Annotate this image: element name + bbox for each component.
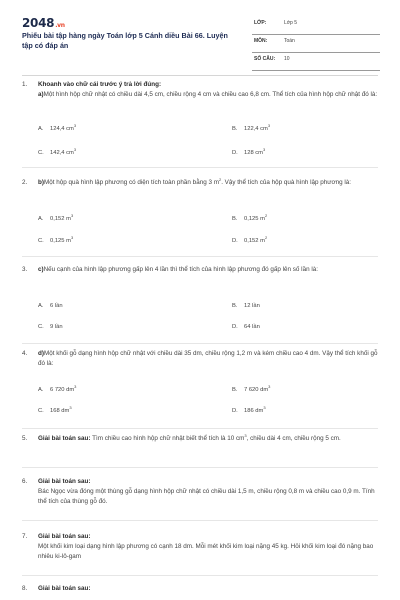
options-row: [38, 406, 378, 416]
question-number: 6.: [22, 478, 28, 485]
question-sub: c): [38, 266, 44, 273]
question-separator: [22, 520, 378, 521]
logo-main: 2048: [22, 16, 55, 30]
meta-value: 10: [284, 56, 290, 62]
logo-suffix: .vn: [55, 22, 65, 29]
question-number: 8.: [22, 585, 28, 592]
question-7: [22, 532, 378, 566]
meta-value: Lớp 5: [284, 20, 298, 26]
question-5: [22, 434, 378, 458]
question-body: [38, 532, 378, 562]
option-c[interactable]: C. 9 lần: [38, 324, 63, 330]
meta-label: LỚP:: [254, 20, 267, 26]
meta-table: [252, 17, 380, 71]
question-body: [38, 477, 378, 507]
options-row: [38, 385, 378, 395]
option-d[interactable]: D. 128 $cm^3$: [232, 147, 266, 156]
meta-value: Toán: [284, 38, 295, 44]
option-b[interactable]: B. 7 620 $dm^3$: [232, 384, 271, 393]
question-number: 7.: [22, 533, 28, 540]
option-a[interactable]: A. 0,152 $m^3$: [38, 213, 74, 222]
meta-label: SỐ CÂU:: [254, 56, 276, 62]
question-body: Giải bài toán sau: Tìm chiều cao hình hộp chữ nhật biết thể tích là 10 $cm^3$, chiều dài 4 cm, chiều rộng 5 cm.: [38, 433, 341, 442]
question-sub: b): [38, 179, 44, 186]
question-number: 3.: [22, 266, 28, 273]
question-text: Một hình hộp chữ nhật có chiều dài 4,5 cm, chiều rộng 4 cm và chiều cao 6,8 cm. Thể tích của hình hộp chữ nhật đó là:: [43, 91, 378, 98]
option-b[interactable]: B. 122,4 $cm^3$: [232, 123, 271, 132]
question-body: [38, 80, 378, 100]
question-separator: [22, 575, 378, 576]
question-6: [22, 477, 378, 511]
question-separator: [22, 343, 378, 344]
option-d[interactable]: D. 186 $dm^3$: [232, 405, 266, 414]
question-3: [22, 265, 378, 337]
question-body: [38, 584, 378, 594]
question-separator: [22, 467, 378, 468]
option-b[interactable]: B. 0,125 $m^2$: [232, 213, 268, 222]
question-lead: Giải bài toán sau:: [38, 533, 91, 540]
option-d[interactable]: D. 0,152 $m^2$: [232, 235, 268, 244]
question-text: Tìm chiều cao hình hộp chữ nhật biết thể tích là 10 cm: [92, 435, 245, 442]
question-number: 1.: [22, 81, 28, 88]
question-text: Nếu cạnh của hình lập phương gấp lên 4 lần thì thể tích của hình lập phương đó gấp lên số lần là:: [43, 266, 318, 273]
meta-row-count: [252, 53, 380, 71]
option-c[interactable]: C. 142,4 $cm^3$: [38, 147, 77, 156]
meta-row-grade: [252, 17, 380, 35]
question-number: 4.: [22, 350, 28, 357]
question-4: [22, 349, 378, 423]
question-lead: Khoanh vào chữ cái trước ý trả lời đúng:: [38, 81, 162, 88]
question-separator: [22, 428, 378, 429]
options-row: [38, 214, 378, 224]
option-c[interactable]: C. 0,125 $m^3$: [38, 235, 74, 244]
question-text: Một khối gỗ dạng hình hộp chữ nhật với chiều dài 35 dm, chiều rộng 1,2 m và kém chiều cao 4 dm. Vậy thể tích khối gỗ đó là:: [38, 350, 378, 367]
question-body: [38, 265, 378, 275]
question-8: [22, 584, 378, 598]
option-a[interactable]: A. 6 lần: [38, 303, 63, 309]
options-row: [38, 124, 378, 134]
question-separator: [22, 167, 378, 168]
options-row: [38, 236, 378, 246]
options-row: [38, 322, 378, 332]
option-a[interactable]: A. 6 720 $dm^3$: [38, 384, 77, 393]
question-lead: Giải bài toán sau:: [38, 478, 91, 485]
question-number: 5.: [22, 435, 28, 442]
worksheet-header: [0, 0, 400, 72]
question-number: 2.: [22, 179, 28, 186]
question-text: Một khối kim loại dạng hình lập phương có cạnh 18 dm. Mỗi mét khối kim loại nặng 45 kg. Hỏi khối kim loại đó nặng bao nhiêu ki-lô-gam: [38, 543, 374, 560]
question-1: [22, 80, 378, 160]
question-text: Bác Ngọc vừa đóng một thùng gỗ dạng hình hộp chữ nhật có chiều dài 1,5 m, chiều rộng 0,8 m và chiều cao 0,9 m. Tính thể tích của thùng gỗ đó.: [38, 488, 375, 505]
header-divider: [22, 75, 378, 76]
question-lead: Giải bài toán sau:: [38, 585, 91, 592]
option-a[interactable]: A. 124,4 $cm^3$: [38, 123, 77, 132]
options-row: [38, 301, 378, 311]
worksheet-title: Phiếu bài tập hàng ngày Toán lớp 5 Cánh diều Bài 66. Luyện tập có đáp án: [22, 31, 228, 50]
option-c[interactable]: C. 168 $dm^3$: [38, 405, 72, 414]
question-body: b)Một hộp quà hình lập phương có diện tích toàn phần bằng 3 $m^2$. Vậy thể tích của hộp quà hình lập phương là:: [38, 177, 352, 186]
question-sub: a): [38, 91, 44, 98]
question-sub: d): [38, 350, 44, 357]
question-lead: Giải bài toán sau:: [38, 435, 91, 442]
site-logo[interactable]: [22, 16, 65, 30]
option-d[interactable]: D. 64 lần: [232, 324, 260, 330]
question-2: [22, 178, 378, 250]
meta-row-subject: [252, 35, 380, 53]
question-text: Một hộp quà hình lập phương có diện tích toàn phần bằng 3 m: [43, 179, 219, 186]
question-body: [38, 349, 378, 369]
option-b[interactable]: B. 12 lần: [232, 303, 260, 309]
meta-label: MÔN:: [254, 38, 268, 44]
question-separator: [22, 256, 378, 257]
options-row: [38, 148, 378, 158]
